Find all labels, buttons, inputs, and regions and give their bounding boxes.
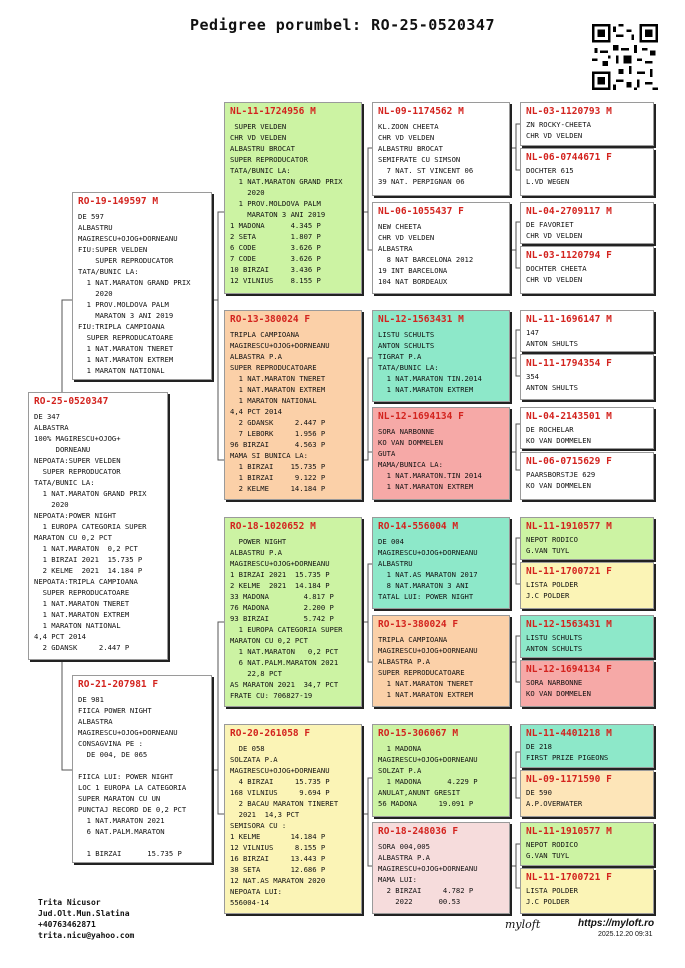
pigeon-card-ff[interactable] xyxy=(224,102,362,294)
pigeon-card-g5-4[interactable] xyxy=(520,246,654,294)
ring-number: RO-13-380024 F xyxy=(230,314,311,325)
pigeon-details: DOCHTER 615 L.VD WEGEN xyxy=(526,166,574,186)
ring-number: RO-18-248036 F xyxy=(378,826,459,837)
ring-number: NL-11-1910577 M xyxy=(526,521,612,532)
pigeon-card-fmm[interactable] xyxy=(372,407,510,500)
ring-number: NL-03-1120793 M xyxy=(526,106,612,117)
pigeon-details: SORA NARBONNE KO VAN DOMMELEN xyxy=(526,678,591,698)
pigeon-details: 354 ANTON SHULTS xyxy=(526,372,578,392)
pigeon-card-g5-2[interactable] xyxy=(520,148,654,196)
pigeon-details: SORA NARBONNE KO VAN DOMMELEN GUTA MAMA/BUNICA LA: 1 NAT.MARATON.TIN 2014 1 NAT.MARATON EXTREM xyxy=(378,427,482,491)
ring-number: NL-09-1171590 F xyxy=(526,774,612,785)
pigeon-card-g5-3[interactable] xyxy=(520,202,654,244)
ring-number: NL-03-1120794 F xyxy=(526,250,612,261)
page-title: Pedigree porumbel: RO-25-0520347 xyxy=(190,16,495,34)
pigeon-card-g5-9[interactable] xyxy=(520,517,654,560)
ring-number: RO-25-0520347 xyxy=(34,396,109,407)
pigeon-card-g5-15[interactable] xyxy=(520,822,654,866)
pigeon-details: TRIPLA CAMPIOANA MAGIRESCU+OJOG+DORNEANU ALBASTRA P.A SUPER REPRODUCATOARE 1 NAT.MARATON TNERET 1 NAT.MARATON EXTREM 1 MARATON NATIONAL 4,4 PCT 2014 2 GDANSK 2.447 P 7 LEBORK 1.956 P 96 BIRZAI 4.563 P MAMA SI BUNICA LA: 1 BIRZAI 15.735 P 1 BIRZAI 9.122 P 2 KELME 14.184 P xyxy=(230,330,330,493)
pigeon-card-g5-5[interactable] xyxy=(520,310,654,352)
ring-number: RO-21-207981 F xyxy=(78,679,159,690)
pigeon-card-g5-1[interactable] xyxy=(520,102,654,146)
pigeon-card-g5-12[interactable] xyxy=(520,660,654,707)
pigeon-details: DE 981 FIICA POWER NIGHT ALBASTRA MAGIRESCU+OJOG+DORNEANU CONSAGVINA PE : DE 004, DE 065 FIICA LUI: POWER NIGHT LOC 1 EUROPA LA CATEGORIA SUPER MARATON CU UN PUNCTAJ RECORD DE 0,2 PCT 1 NAT.MARATON 2021 6 NAT.PALM.MARATON 1 BIRZAI 15.735 P xyxy=(78,695,187,858)
pigeon-details: DE 218 FIRST PRIZE PIGEONS xyxy=(526,742,609,762)
pigeon-details: DE 058 SOLZATA P.A MAGIRESCU+OJOG+DORNEANU 4 BIRZAI 15.735 P 168 VILNIUS 9.694 P 2 BACAU MARATON TINERET 2021 14,3 PCT SEMISORA CU : 1 KELME 14.184 P 12 VILNIUS 8.155 P 16 BIRZAI 13.443 P 38 SETA 12.686 P 12 NAT.AS MARATON 2020 NEPOATA LUI: 556004-14 xyxy=(230,744,339,907)
website-link[interactable]: https://myloft.ro xyxy=(578,918,655,929)
ring-number: NL-04-2709117 M xyxy=(526,206,612,217)
print-date: 2025.12.20 09:31 xyxy=(598,931,653,938)
ring-number: NL-06-1055437 F xyxy=(378,206,464,217)
pigeon-card-fff[interactable] xyxy=(372,102,510,196)
pigeon-card-mmm[interactable] xyxy=(372,822,510,914)
pigeon-details: ZN ROCKY-CHEETA CHR VD VELDEN xyxy=(526,120,591,140)
ring-number: NL-12-1563431 M xyxy=(378,314,464,325)
pigeon-details: 147 ANTON SHULTS xyxy=(526,328,578,348)
ring-number: NL-06-0715629 F xyxy=(526,456,612,467)
pigeon-card-mother[interactable] xyxy=(72,675,212,863)
pigeon-card-mmf[interactable] xyxy=(372,724,510,817)
ring-number: NL-11-1724956 M xyxy=(230,106,316,117)
ring-number: NL-11-4401218 M xyxy=(526,728,612,739)
pigeon-details: LISTA POLDER J.C POLDER xyxy=(526,580,578,600)
pigeon-details: KL.ZOON CHEETA CHR VD VELDEN ALBASTRU BROCAT SEMIFRATE CU SIMSON 7 NAT. ST VINCENT 06 39 NAT. PERPIGNAN 06 xyxy=(378,122,474,186)
pigeon-card-g5-8[interactable] xyxy=(520,452,654,500)
pigeon-details: DOCHTER CHEETA CHR VD VELDEN xyxy=(526,264,587,284)
ring-number: NL-11-1700721 F xyxy=(526,872,612,883)
pigeon-card-g5-14[interactable] xyxy=(520,770,654,817)
ring-number: RO-14-556004 M xyxy=(378,521,459,532)
ring-number: NL-11-1910577 M xyxy=(526,826,612,837)
pigeon-card-subject[interactable] xyxy=(28,392,168,660)
pigeon-details: DE 347 ALBASTRA 100% MAGIRESCU+OJOG+ DORNEANU NEPOATA:SUPER VELDEN SUPER REPRODUCATOR TATA/BUNIC LA: 1 NAT.MARATON GRAND PRIX 2020 NEPOATA:POWER NIGHT 1 EUROPA CATEGORIA SUPER MARATON CU 0,2 PCT 1 NAT.MARATON 0,2 PCT 1 BIRZAI 2021 15.735 P 2 KELME 2021 14.184 P NEPOATA:TRIPLA CAMPIOANA SUPER REPRODUCATOARE 1 NAT.MARATON TNERET 1 NAT.MARATON EXTREM 1 MARATON NATIONAL 4,4 PCT 2014 2 GDANSK 2.447 P xyxy=(34,412,147,652)
pigeon-details: LISTU SCHULTS ANTON SCHULTS xyxy=(526,633,583,653)
pigeon-details: DE 004 MAGIRESCU+OJOG+DORNEANU ALBASTRU 1 NAT.AS MARATON 2017 8 NAT.MARATON 3 ANI TATAL LUI: POWER NIGHT xyxy=(378,537,478,601)
pigeon-details: SUPER VELDEN CHR VD VELDEN ALBASTRU BROCAT SUPER REPRODUCATOR TATA/BUNIC LA: 1 NAT.MARATON GRAND PRIX 2020 1 PROV.MOLDOVA PALM MARATON 3 ANI 2019 1 MADONA 4.345 P 2 SETA 1.807 P 6 CODE 3.626 P 7 CODE 3.626 P 10 BIRZAI 3.436 P 12 VILNIUS 8.155 P xyxy=(230,122,343,285)
ring-number: RO-19-149597 M xyxy=(78,196,159,207)
ring-number: NL-11-1794354 F xyxy=(526,358,612,369)
ring-number: NL-06-0744671 F xyxy=(526,152,612,163)
pigeon-details: PAARSBORSTJE 629 KO VAN DOMMELEN xyxy=(526,470,596,490)
ring-number: RO-15-306067 M xyxy=(378,728,459,739)
owner-contact: Trita Nicusor Jud.Olt.Mun.Slatina +40763462871 trita.nicu@yahoo.com xyxy=(38,898,135,940)
pigeon-card-mf[interactable] xyxy=(224,517,362,707)
pigeon-details: LISTU SCHULTS ANTON SCHULTS TIGRAT P.A TATA/BUNIC LA: 1 NAT.MARATON TIN.2014 1 NAT.MARATON EXTREM xyxy=(378,330,482,394)
pigeon-details: SORA 004,005 ALBASTRA P.A MAGIRESCU+OJOG+DORNEANU MAMA LUI: 2 BIRZAI 4.782 P 2022 00.53 xyxy=(378,842,478,906)
pigeon-details: TRIPLA CAMPIOANA MAGIRESCU+OJOG+DORNEANU ALBASTRA P.A SUPER REPRODUCATOARE 1 NAT.MARATON TNERET 1 NAT.MARATON EXTREM xyxy=(378,635,478,699)
pigeon-card-father[interactable] xyxy=(72,192,212,380)
ring-number: RO-20-261058 F xyxy=(230,728,311,739)
pigeon-card-ffm[interactable] xyxy=(372,202,510,294)
pigeon-card-mff[interactable] xyxy=(372,517,510,609)
pigeon-details: DE FAVORIET CHR VD VELDEN xyxy=(526,220,583,240)
pigeon-details: POWER NIGHT ALBASTRU P.A MAGIRESCU+OJOG+DORNEANU 1 BIRZAI 2021 15.735 P 2 KELME 2021 14.184 P 33 MADONA 4.817 P 76 MADONA 2.200 P 93 BIRZAI 5.742 P 1 EUROPA CATEGORIA SUPER MARATON CU 0,2 PCT 1 NAT.MARATON 0,2 PCT 6 NAT.PALM.MARATON 2021 22,8 PCT AS MARATON 2021 34,7 PCT FRATE CU: 706827-19 xyxy=(230,537,343,700)
ring-number: NL-12-1694134 F xyxy=(378,411,464,422)
pigeon-card-g5-13[interactable] xyxy=(520,724,654,768)
ring-number: NL-12-1563431 M xyxy=(526,619,612,630)
pigeon-card-mfm[interactable] xyxy=(372,615,510,707)
pigeon-details: NEPOT RODICO G.VAN TUYL xyxy=(526,535,578,555)
pigeon-details: NEPOT RODICO G.VAN TUYL xyxy=(526,840,578,860)
ring-number: NL-12-1694134 F xyxy=(526,664,612,675)
pigeon-details: NEW CHEETA CHR VD VELDEN ALBASTRA 8 NAT BARCELONA 2012 19 INT BARCELONA 104 NAT BORDEAUX xyxy=(378,222,474,286)
ring-number: NL-11-1700721 F xyxy=(526,566,612,577)
pigeon-details: DE 597 ALBASTRU MAGIRESCU+OJOG+DORNEANU FIU:SUPER VELDEN SUPER REPRODUCATOR TATA/BUNIC LA: 1 NAT.MARATON GRAND PRIX 2020 1 PROV.MOLDOVA PALM MARATON 3 ANI 2019 FIU:TRIPLA CAMPIOANA SUPER REPRODUCATOARE 1 NAT.MARATON TNERET 1 NAT.MARATON EXTREM 1 MARATON NATIONAL xyxy=(78,212,191,375)
pigeon-card-g5-10[interactable] xyxy=(520,562,654,609)
ring-number: NL-09-1174562 M xyxy=(378,106,464,117)
pigeon-card-g5-6[interactable] xyxy=(520,354,654,400)
pigeon-details: 1 MADONA MAGIRESCU+OJOG+DORNEANU SOLZAT P.A 1 MADONA 4.229 P ANULAT,ANUNT GRESIT 56 MADONA 19.091 P xyxy=(378,744,478,808)
ring-number: NL-11-1696147 M xyxy=(526,314,612,325)
pigeon-card-g5-16[interactable] xyxy=(520,868,654,914)
pigeon-card-g5-11[interactable] xyxy=(520,615,654,658)
pigeon-card-fm[interactable] xyxy=(224,310,362,500)
pigeon-details: DE ROCHELAR KO VAN DOMMELEN xyxy=(526,425,591,445)
pigeon-card-mm[interactable] xyxy=(224,724,362,914)
pigeon-card-g5-7[interactable] xyxy=(520,407,654,449)
pigeon-details: DE 590 A.P.OVERWATER xyxy=(526,788,583,808)
ring-number: RO-13-380024 F xyxy=(378,619,459,630)
pigeon-details: LISTA POLDER J.C POLDER xyxy=(526,886,578,906)
ring-number: NL-04-2143501 M xyxy=(526,411,612,422)
pigeon-card-fmf[interactable] xyxy=(372,310,510,402)
logo-wordmark: myloft xyxy=(505,918,541,931)
ring-number: RO-18-1020652 M xyxy=(230,521,316,532)
